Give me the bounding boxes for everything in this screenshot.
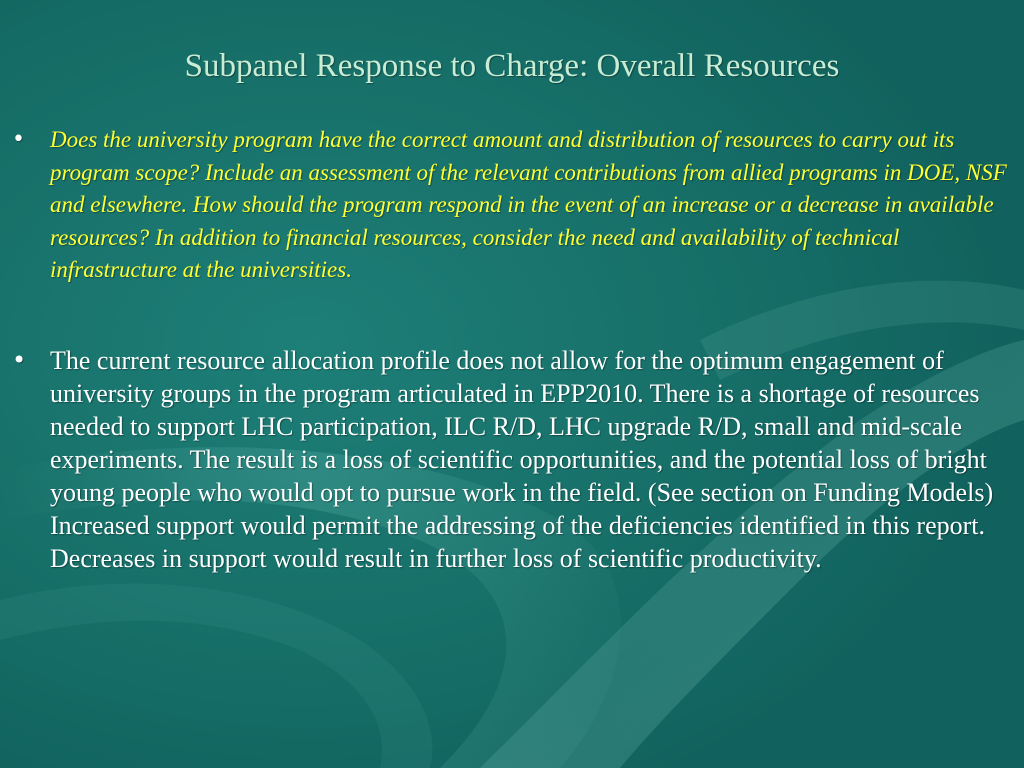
charge-question-text: Does the university program have the correct amount and distribution of resources to carry out its program scope? Include an assessment of the relevant contributions from allied programs in DOE, NSF and elsewhere. How should the program respond in the event of an increase or a decrease in available resources? In addition to financial resources, consider the need and availability of technical infrastructure at the universities. [50, 127, 1007, 282]
bullet-marker: • [12, 127, 25, 152]
subpanel-response-bullet [0, 344, 1024, 575]
slide-title: Subpanel Response to Charge: Overall Resources [184, 48, 840, 84]
subpanel-response-text: The current resource allocation profile does not allow for the optimum engagement of university groups in the program articulated in EPP2010. There is a shortage of resources needed to support LHC participation, ILC R/D, LHC upgrade R/D, small and mid-scale experiments. The result is a loss of scientific opportunities, and the potential loss of bright young people who would opt to pursue work in the field. (See section on Funding Models) Increased support would permit the addressing of the deficiencies identified in this report. Decreases in support would result in further loss of scientific productivity. [50, 345, 994, 573]
charge-question-bullet [0, 124, 1024, 287]
bullet-marker: • [12, 345, 27, 374]
bullet-list [0, 124, 1024, 575]
